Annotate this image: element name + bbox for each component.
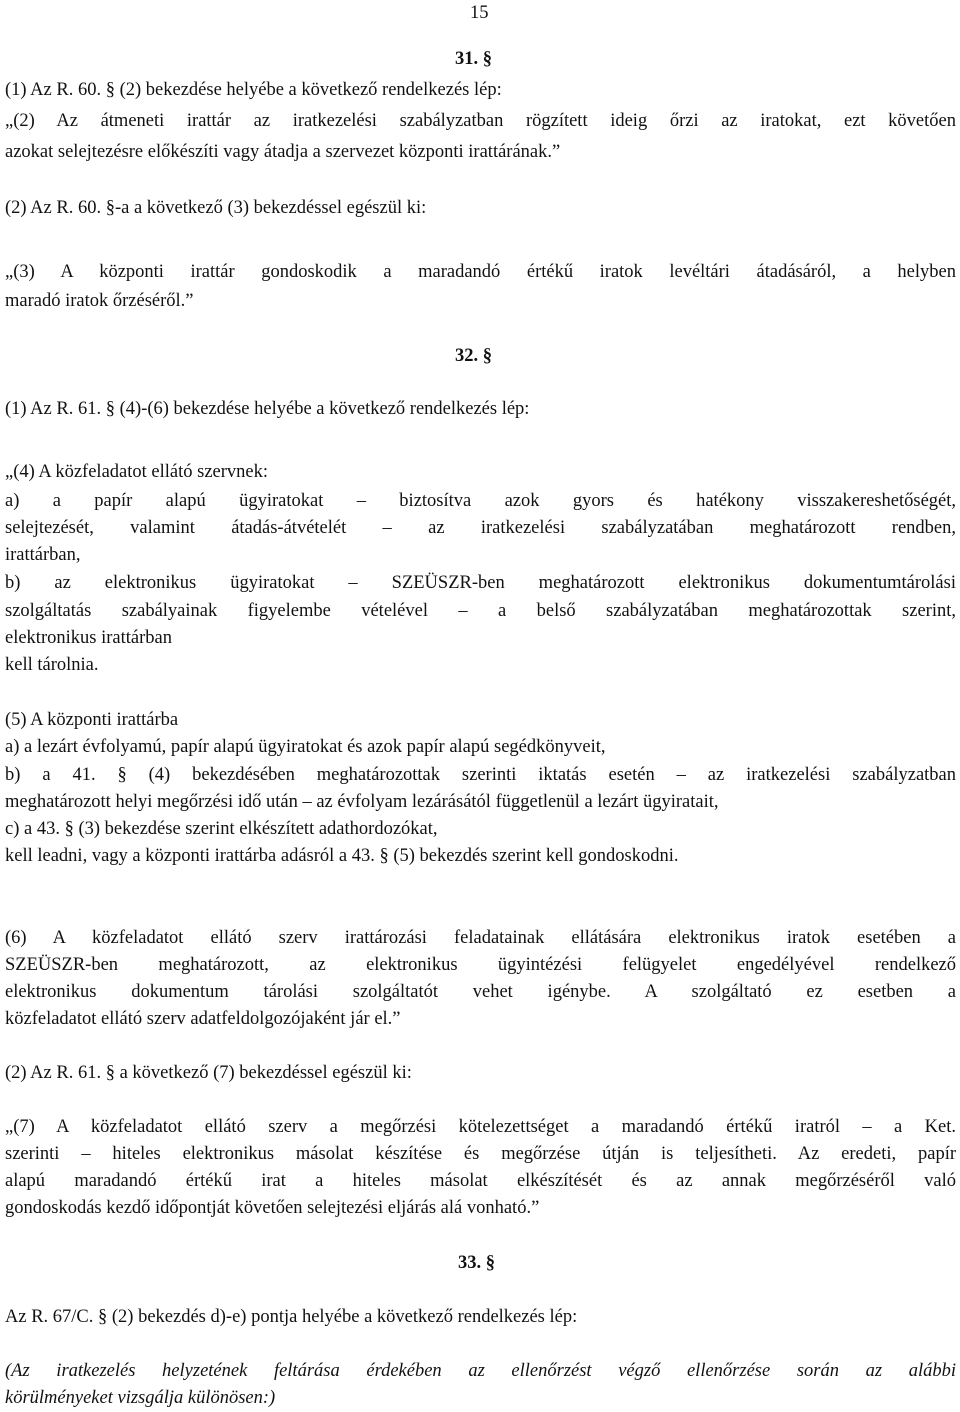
paragraph-line: a) a papír alapú ügyiratokat – biztosítva azok gyors és hatékony visszakereshetőségét,: [5, 491, 956, 511]
paragraph-line: kell leadni, vagy a központi irattárba adásról a 43. § (5) bekezdés szerint kell gondoskodni.: [5, 846, 679, 866]
paragraph-line: selejtezését, valamint átadás-átvételét – az iratkezelési szabályzatában meghatározott rendben,: [5, 518, 956, 538]
paragraph-line: kell tárolnia.: [5, 655, 99, 675]
paragraph-line: szolgáltatás szabályainak figyelembe vételével – a belső szabályzatában meghatározottak szerint,: [5, 601, 956, 621]
paragraph-line: b) a 41. § (4) bekezdésében meghatározottak szerinti iktatás esetén – az iratkezelési szabályzatban: [5, 765, 956, 785]
paragraph-line: körülményeket vizsgálja különösen:): [5, 1388, 276, 1408]
paragraph-line: „(2) Az átmeneti irattár az iratkezelési szabályzatban rögzített ideig őrzi az iratokat, ezt követően: [5, 111, 956, 131]
section-heading-31: 31. §: [455, 49, 492, 69]
section-heading-33: 33. §: [458, 1253, 495, 1273]
paragraph-line: alapú maradandó értékű irat a hiteles másolat elkészítését és az annak megőrzéséről való: [5, 1171, 956, 1191]
paragraph-line: „(7) A közfeladatot ellátó szerv a megőrzési kötelezettséget a maradandó értékű iratról – a Ket.: [5, 1117, 956, 1137]
paragraph-line: irattárban,: [5, 545, 81, 565]
paragraph-line: (2) Az R. 61. § a következő (7) bekezdéssel egészül ki:: [5, 1063, 412, 1083]
paragraph-line: gondoskodás kezdő időpontját követően selejtezési eljárás alá vonható.”: [5, 1198, 540, 1218]
paragraph-line: b) az elektronikus ügyiratokat – SZEÜSZR-ben meghatározott elektronikus dokumentumtárolási: [5, 573, 956, 593]
paragraph-line: maradó iratok őrzéséről.”: [5, 291, 194, 311]
section-heading-32: 32. §: [455, 346, 492, 366]
paragraph-line: SZEÜSZR-ben meghatározott, az elektronikus ügyintézési felügyelet engedélyével rendelkező: [5, 955, 956, 975]
paragraph-line: (2) Az R. 60. §-a a következő (3) bekezdéssel egészül ki:: [5, 198, 427, 218]
paragraph-line: c) a 43. § (3) bekezdése szerint elkészített adathordozókat,: [5, 819, 438, 839]
page-number: 15: [470, 3, 489, 23]
paragraph-line: (5) A központi irattárba: [5, 710, 179, 730]
paragraph-line: elektronikus irattárban: [5, 628, 172, 648]
paragraph-line: „(3) A központi irattár gondoskodik a maradandó értékű iratok levéltári átadásáról, a helyben: [5, 262, 956, 282]
paragraph-line: szerinti – hiteles elektronikus másolat készítése és megőrzése útján is teljesítheti. Az eredeti, papír: [5, 1144, 956, 1164]
paragraph-line: elektronikus dokumentum tárolási szolgáltatót vehet igénybe. A szolgáltató ez esetben a: [5, 982, 956, 1002]
paragraph-line: (Az iratkezelés helyzetének feltárása érdekében az ellenőrzést végző ellenőrzése során az alábbi: [5, 1361, 956, 1381]
paragraph-line: közfeladatot ellátó szerv adatfeldolgozójaként jár el.”: [5, 1009, 401, 1029]
paragraph-line: azokat selejtezésre előkészíti vagy átadja a szervezet központi irattárának.”: [5, 142, 561, 162]
paragraph-line: (1) Az R. 61. § (4)-(6) bekezdése helyébe a következő rendelkezés lép:: [5, 399, 530, 419]
paragraph-line: a) a lezárt évfolyamú, papír alapú ügyiratokat és azok papír alapú segédkönyveit,: [5, 737, 606, 757]
paragraph-line: „(4) A közfeladatot ellátó szervnek:: [5, 462, 269, 482]
paragraph-line: (1) Az R. 60. § (2) bekezdése helyébe a következő rendelkezés lép:: [5, 80, 502, 100]
paragraph-line: (6) A közfeladatot ellátó szerv irattározási feladatainak ellátására elektronikus iratok esetében a: [5, 928, 956, 948]
paragraph-line: Az R. 67/C. § (2) bekezdés d)-e) pontja helyébe a következő rendelkezés lép:: [5, 1307, 578, 1327]
paragraph-line: meghatározott helyi megőrzési idő után – az évfolyam lezárásától függetlenül a lezárt ügyiratait,: [5, 792, 719, 812]
